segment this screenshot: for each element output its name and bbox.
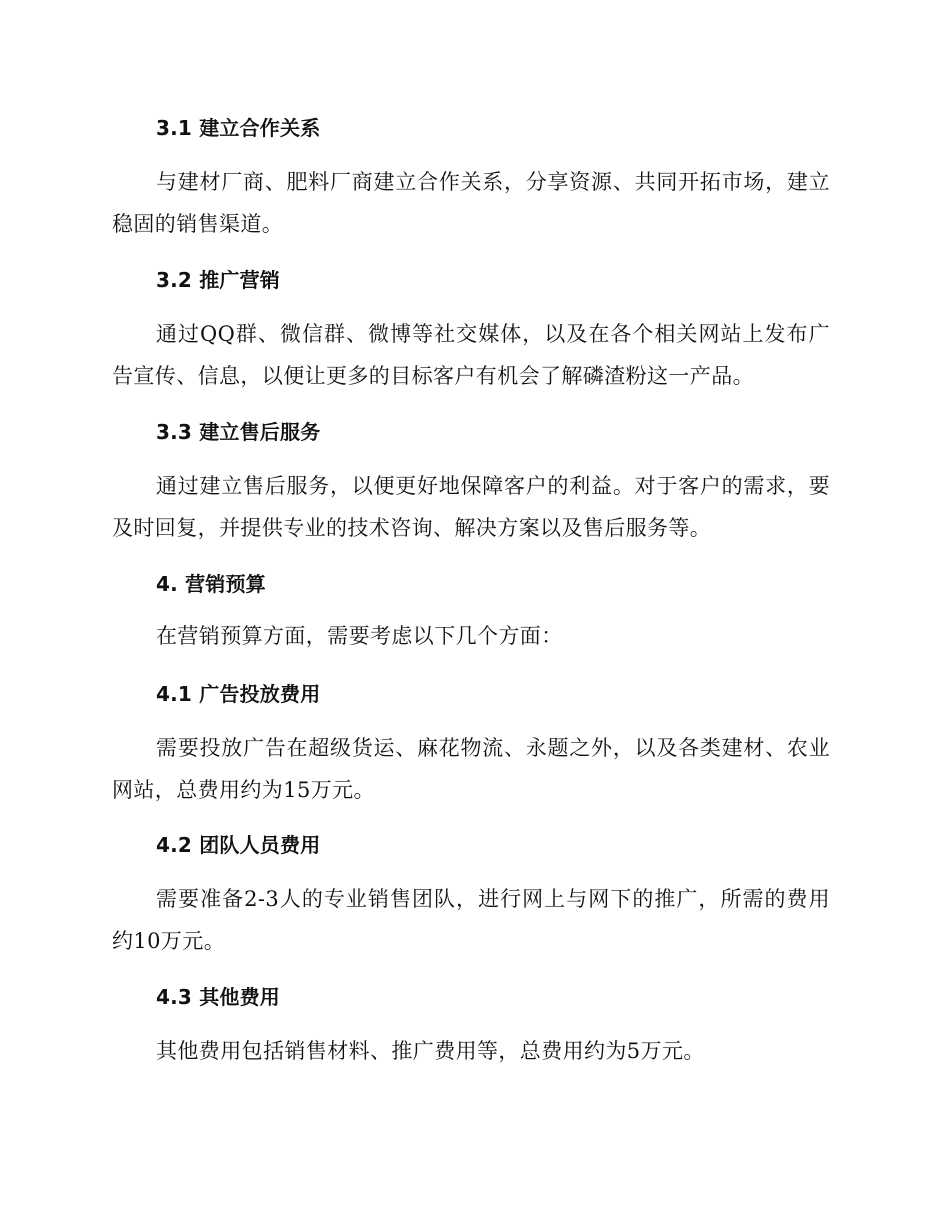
section-heading-3-2: 3.2 推广营销 (156, 268, 280, 292)
section-heading-3-3: 3.3 建立售后服务 (156, 420, 321, 444)
section-body-4-1: 需要投放广告在超级货运、麻花物流、永题之外，以及各类建材、农业网站，总费用约为15万元。 (112, 736, 830, 802)
section-heading-4-3: 4.3 其他费用 (156, 985, 280, 1009)
section-body-3-1: 与建材厂商、肥料厂商建立合作关系，分享资源、共同开拓市场，建立稳固的销售渠道。 (112, 170, 830, 236)
section-body-3-2: 通过QQ群、微信群、微博等社交媒体，以及在各个相关网站上发布广告宣传、信息，以便让更多的目标客户有机会了解磷渣粉这一产品。 (112, 322, 830, 388)
section-heading-4: 4. 营销预算 (156, 572, 266, 596)
section-heading-4-1: 4.1 广告投放费用 (156, 682, 321, 706)
section-body-4-2: 需要准备2-3人的专业销售团队，进行网上与网下的推广，所需的费用约10万元。 (112, 887, 830, 953)
section-heading-4-2: 4.2 团队人员费用 (156, 833, 321, 857)
section-body-4-3: 其他费用包括销售材料、推广费用等，总费用约为5万元。 (156, 1039, 705, 1063)
section-body-4: 在营销预算方面，需要考虑以下几个方面： (156, 624, 563, 648)
section-heading-3-1: 3.1 建立合作关系 (156, 116, 321, 140)
section-body-3-3: 通过建立售后服务，以便更好地保障客户的利益。对于客户的需求，要及时回复，并提供专业的技术咨询、解决方案以及售后服务等。 (112, 474, 830, 540)
